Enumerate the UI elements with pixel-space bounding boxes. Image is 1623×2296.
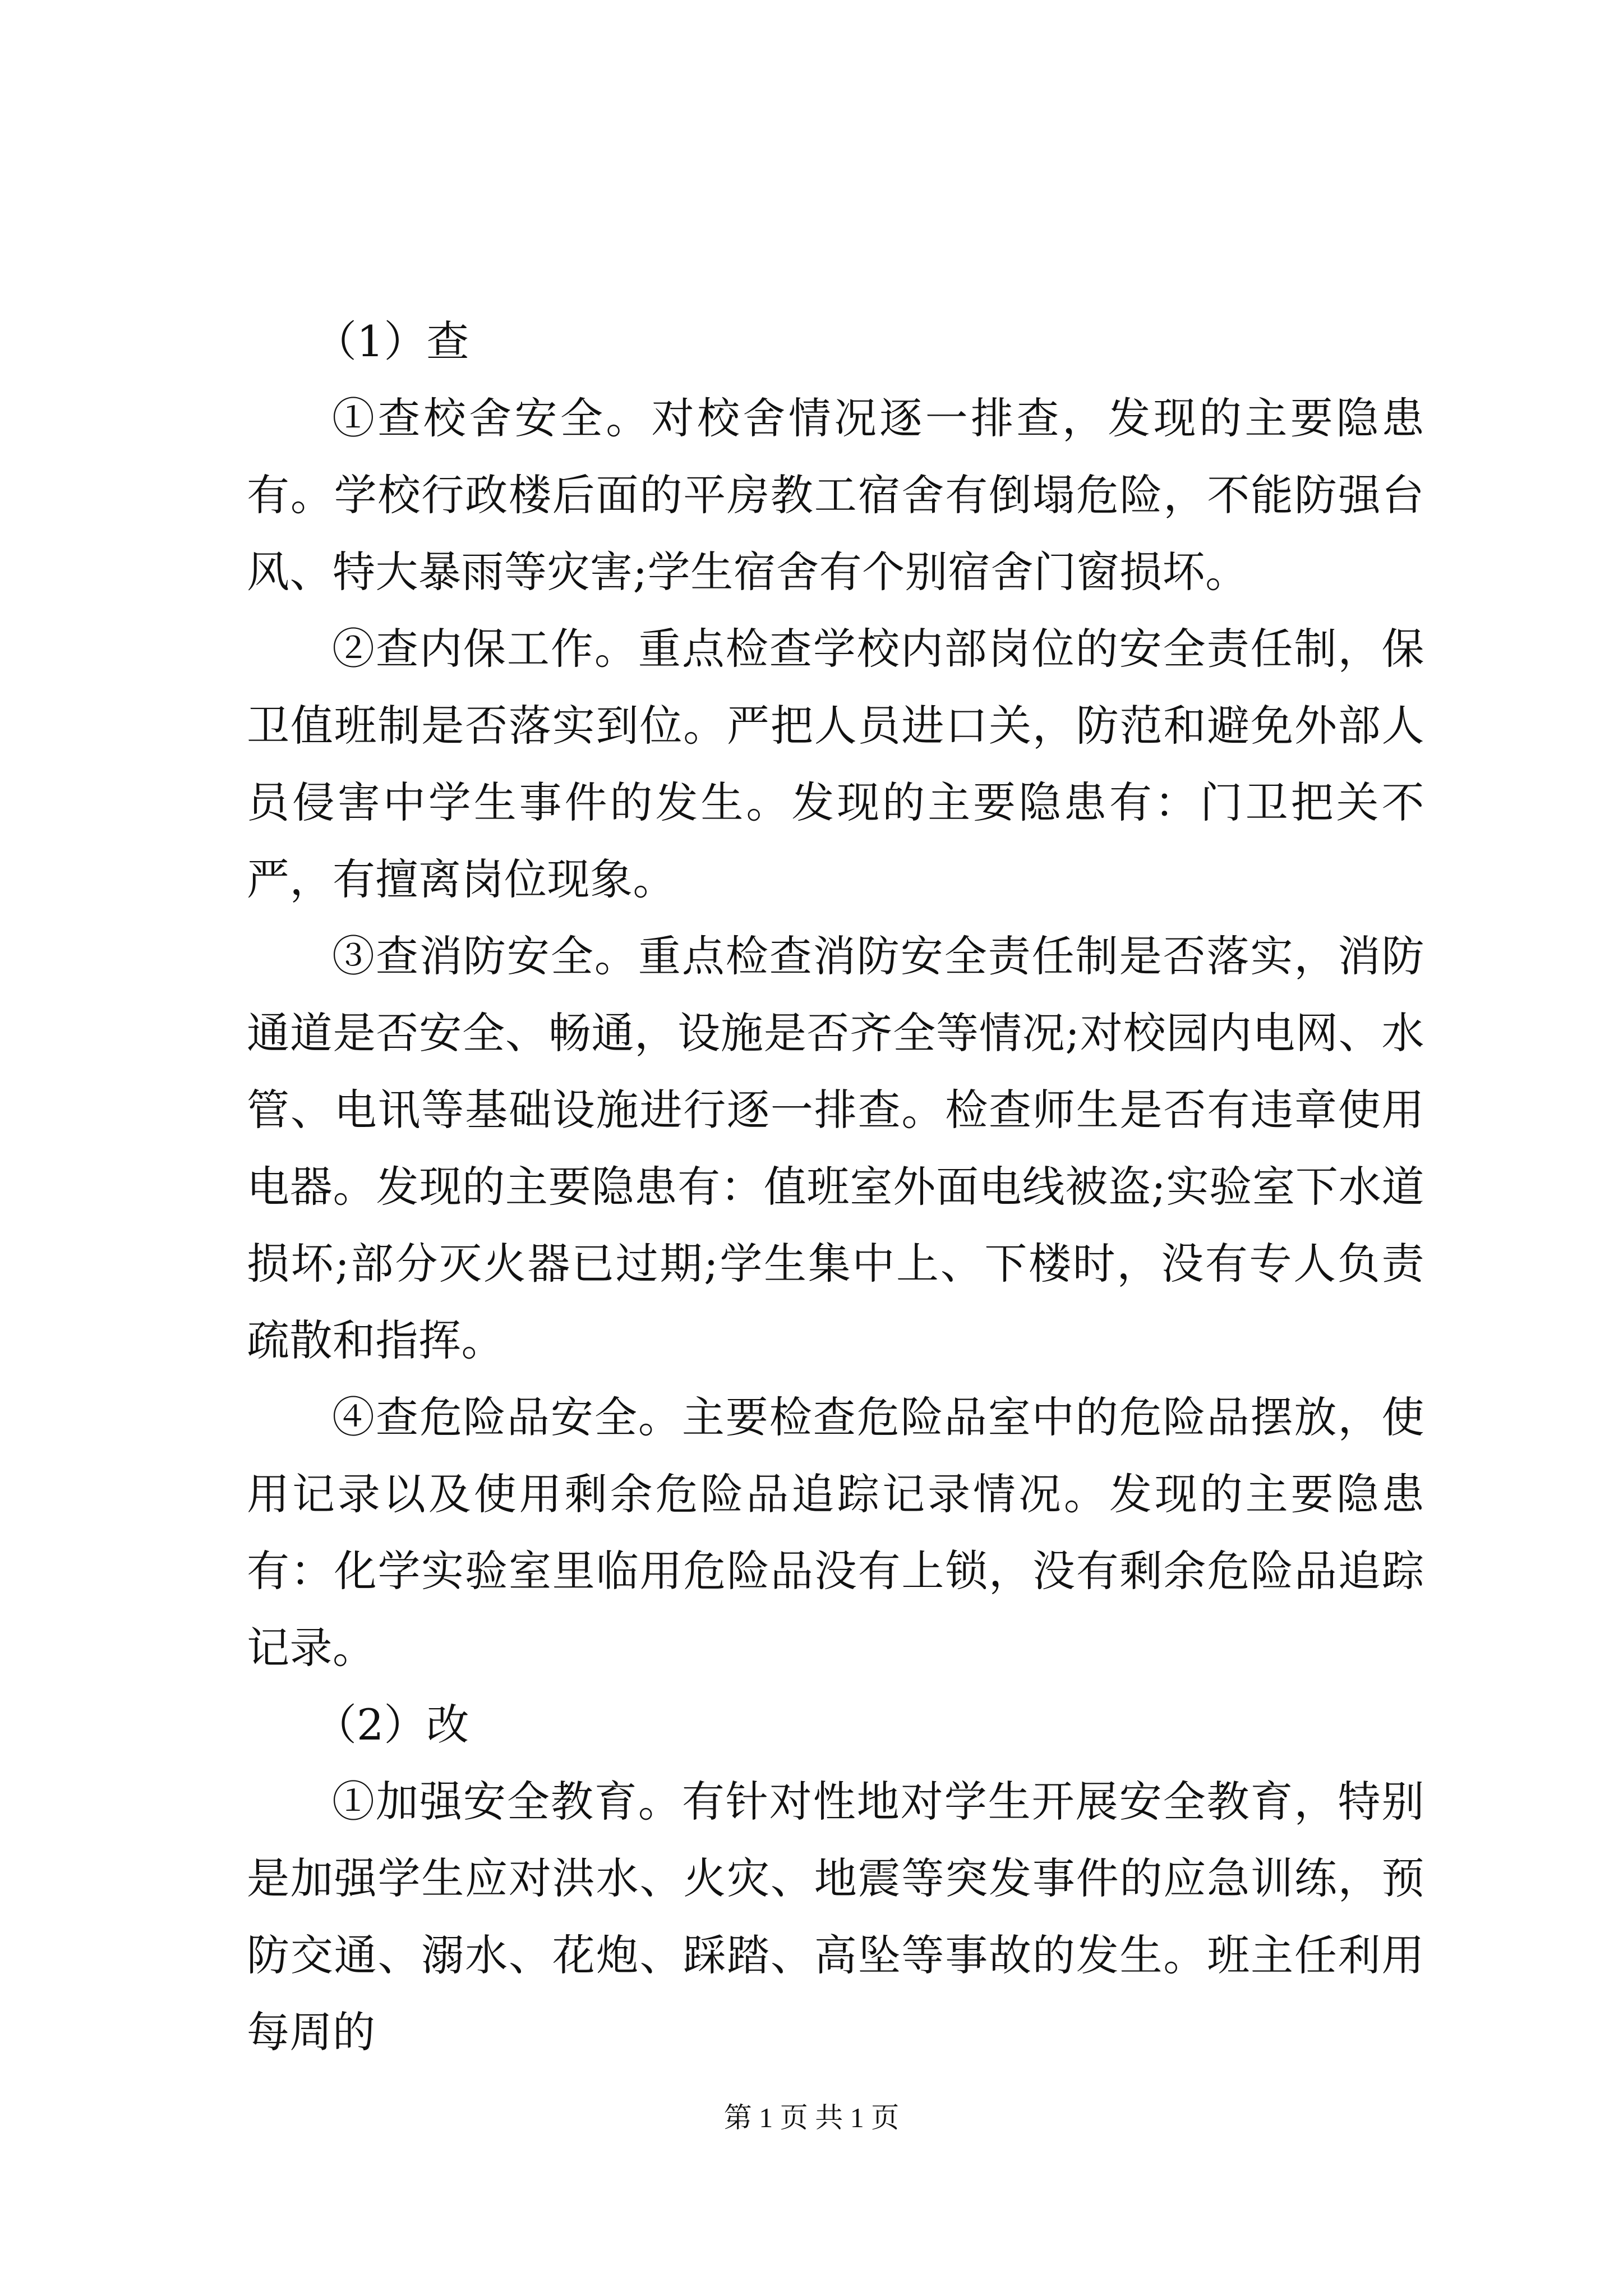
paragraph-hazardous-materials: ④查危险品安全。主要检查危险品室中的危险品摆放，使用记录以及使用剩余危险品追踪记录情况。发现的主要隐患有：化学实验室里临用危险品没有上锁，没有剩余危险品追踪记录。 [247,1392,1424,1673]
paragraph-fire-safety: ③查消防安全。重点检查消防安全责任制是否落实，消防通道是否安全、畅通，设施是否齐全等情况;对校园内电网、水管、电讯等基础设施进行逐一排查。检查师生是否有违章使用电器。发现的主要隐患有：值班室外面电线被盗;实验室下水道损坏;部分灭火器已过期;学生集中上、下楼时，没有专人负责疏散和指挥。 [247,931,1424,1365]
paragraph-internal-security: ②查内保工作。重点检查学校内部岗位的安全责任制，保卫值班制是否落实到位。严把人员进口关，防范和避免外部人员侵害中学生事件的发生。发现的主要隐患有：门卫把关不严，有擅离岗位现象。 [247,624,1424,904]
paragraph-safety-education: ①加强安全教育。有针对性地对学生开展安全教育，特别是加强学生应对洪水、火灾、地震等突发事件的应急训练，预防交通、溺水、花炮、踩踏、高坠等事故的发生。班主任利用每周的 [247,1777,1424,2057]
page-footer: 第 1 页 共 1 页 [723,2102,900,2133]
section-heading-rectify: （2）改 [314,1700,469,1750]
section-heading-check: （1）查 [314,316,469,366]
paragraph-school-building-safety: ①查校舍安全。对校舍情况逐一排查，发现的主要隐患有。学校行政楼后面的平房教工宿舍有倒塌危险，不能防强台风、特大暴雨等灾害;学生宿舍有个别宿舍门窗损坏。 [247,393,1424,597]
document-body [247,303,1424,2070]
